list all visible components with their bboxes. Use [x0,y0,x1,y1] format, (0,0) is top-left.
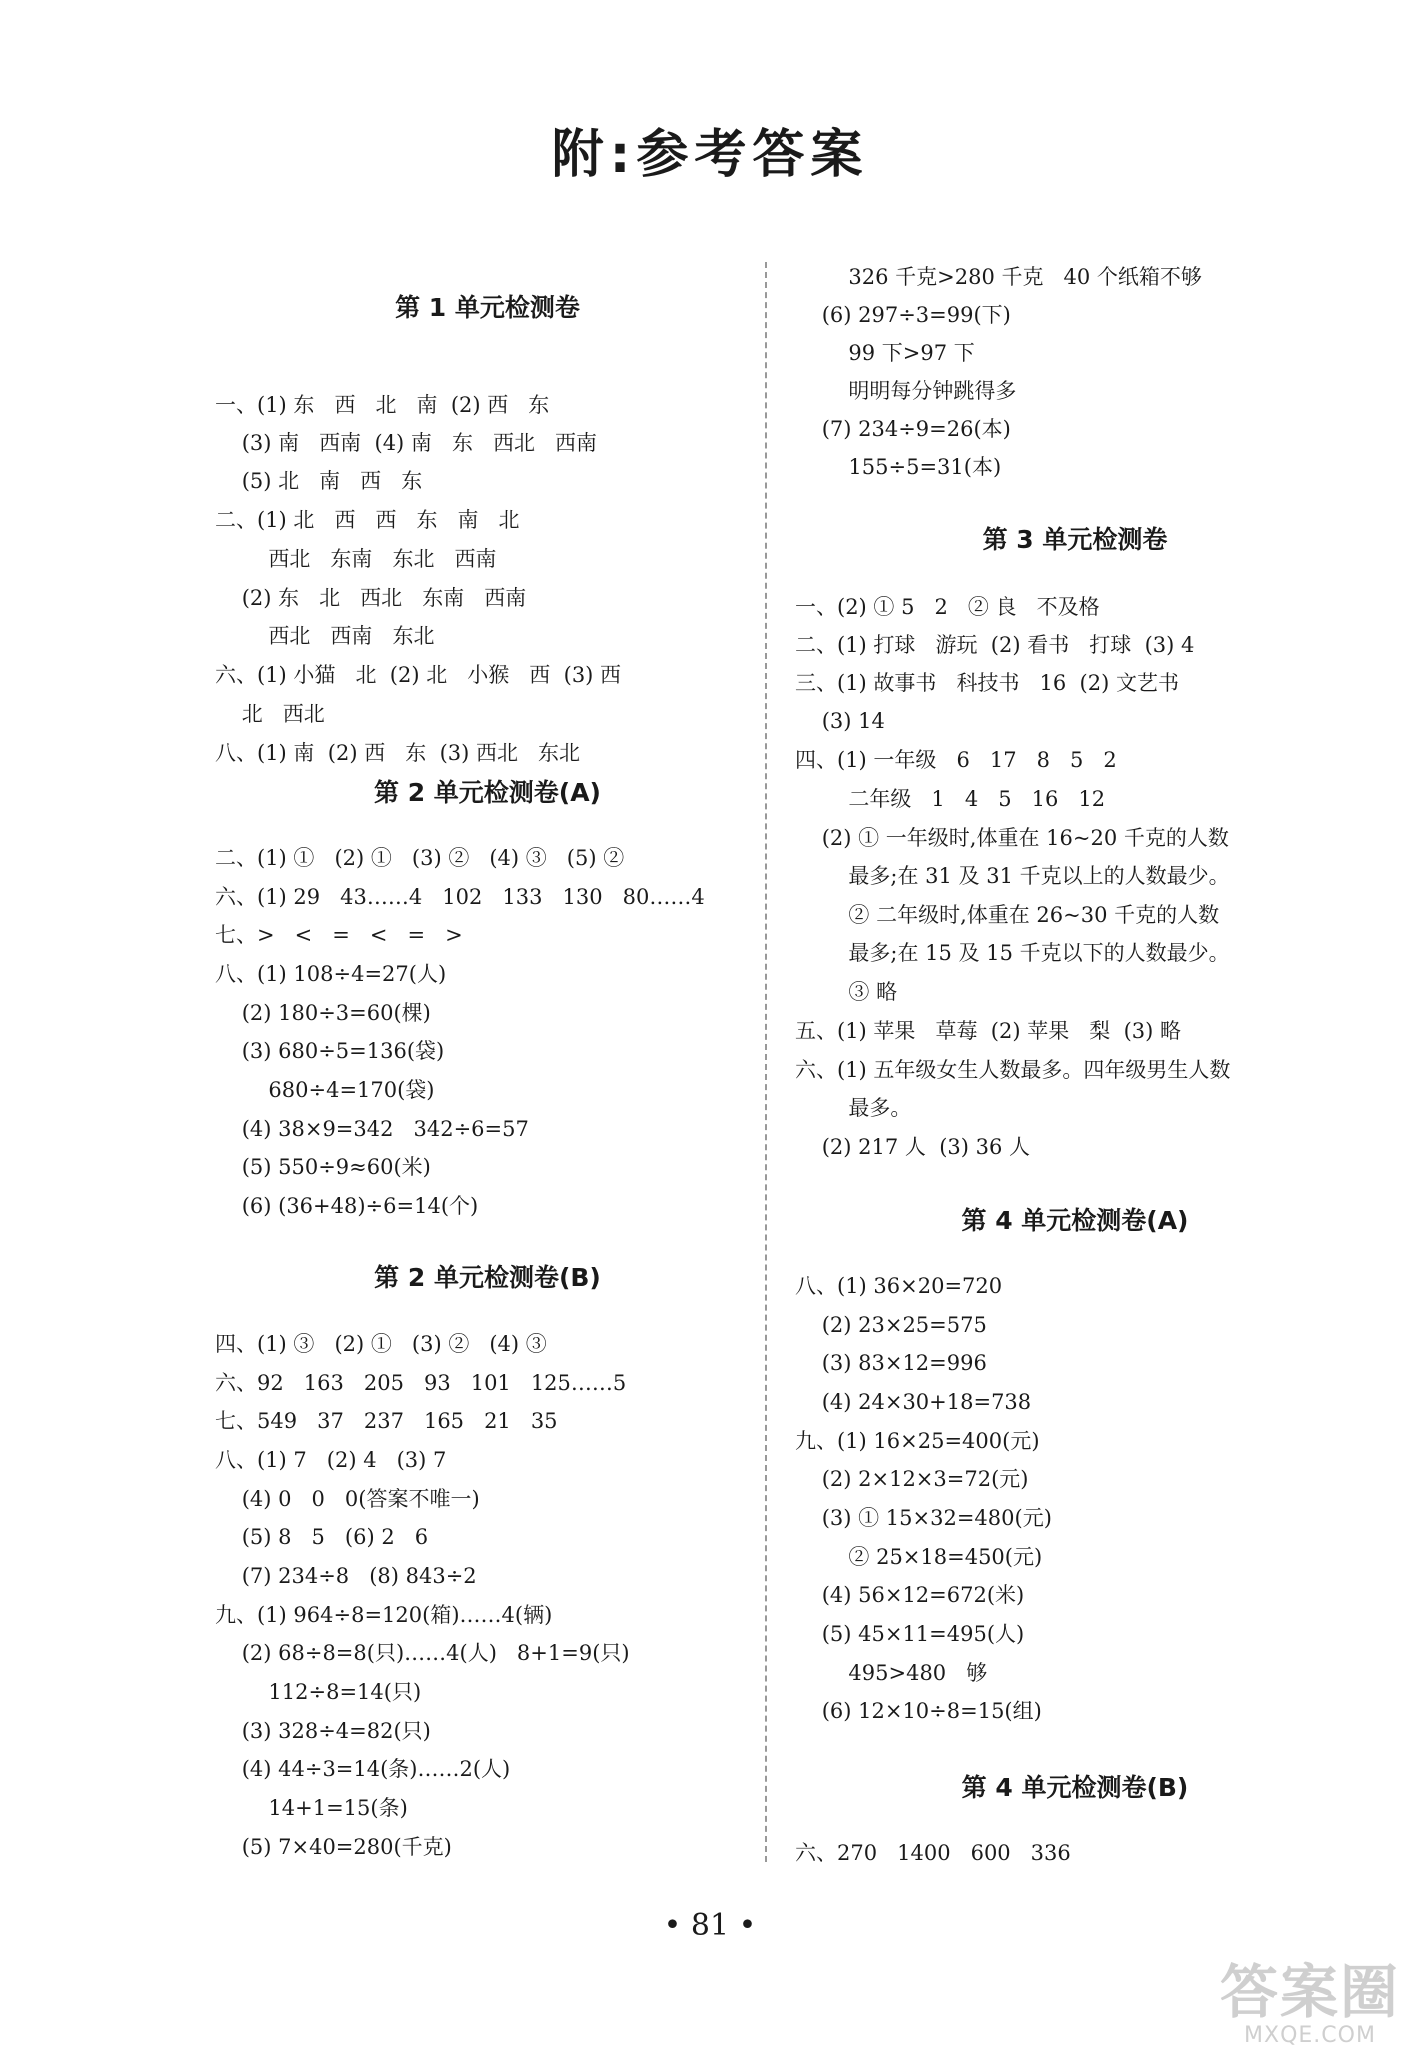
answer-line: 八、(1) 南 (2) 西 东 (3) 西北 东北 [215,741,581,765]
answer-line: 七、> < = < = > [215,923,463,947]
answer-line: 最多;在 31 及 31 千克以上的人数最少。 [795,864,1230,888]
answer-line: (2) 23×25=575 [795,1313,987,1337]
answer-line: 99 下>97 下 [795,341,975,365]
page-title: 附:参考答案 [551,125,869,185]
answer-line: (3) ① 15×32=480(元) [795,1506,1052,1530]
answer-line: 一、(2) ① 5 2 ② 良 不及格 [795,595,1100,619]
answer-line: (6) 297÷3=99(下) [795,303,1011,327]
answer-line: (2) 2×12×3=72(元) [795,1467,1029,1491]
section-heading: 第 2 单元检测卷(B) [374,1263,601,1292]
answer-line: 六、(1) 29 43……4 102 133 130 80……4 [215,885,705,909]
answer-line: 155÷5=31(本) [795,455,1002,479]
answer-line: 西北 东南 东北 西南 [215,547,497,571]
answer-line: (3) 83×12=996 [795,1351,987,1375]
answer-line: (4) 56×12=672(米) [795,1583,1025,1607]
section-heading: 第 4 单元检测卷(B) [961,1773,1189,1802]
answer-line: (4) 44÷3=14(条)……2(人) [215,1757,511,1781]
answer-line: 五、(1) 苹果 草莓 (2) 苹果 梨 (3) 略 [795,1019,1182,1043]
answer-line: (6) (36+48)÷6=14(个) [215,1194,479,1218]
answer-line: 326 千克>280 千克 40 个纸箱不够 [795,265,1202,289]
answer-line: (2) 东 北 西北 东南 西南 [215,586,527,610]
answer-line: (5) 8 5 (6) 2 6 [215,1525,429,1549]
answer-line: 112÷8=14(只) [215,1680,422,1704]
answer-line: (5) 550÷9≈60(米) [215,1155,431,1179]
watermark-logo [1219,1958,1400,2048]
answer-line: 九、(1) 16×25=400(元) [795,1429,1040,1453]
answer-line: (4) 38×9=342 342÷6=57 [215,1117,529,1141]
answer-line: 六、(1) 小猫 北 (2) 北 小猴 西 (3) 西 [215,663,622,687]
answer-line: 二、(1) ① (2) ① (3) ② (4) ③ (5) ② [215,846,625,870]
answer-line: 14+1=15(条) [215,1796,408,1820]
section-heading: 第 1 单元检测卷 [395,293,580,322]
answer-line: 八、(1) 108÷4=27(人) [215,962,447,986]
answer-line: 八、(1) 7 (2) 4 (3) 7 [215,1448,447,1472]
answer-line: 六、(1) 五年级女生人数最多。四年级男生人数 [795,1058,1231,1082]
answer-line: 最多。 [795,1096,912,1120]
answer-line: 最多;在 15 及 15 千克以下的人数最少。 [795,941,1230,965]
answer-line: 680÷4=170(袋) [215,1078,435,1102]
answer-line: (5) 北 南 西 东 [215,469,423,493]
section-heading: 第 4 单元检测卷(A) [961,1206,1189,1235]
watermark-url: MXQE.COM [1244,2023,1376,2048]
answer-line: (2) 68÷8=8(只)……4(人) 8+1=9(只) [215,1641,630,1665]
answer-line: ② 25×18=450(元) [795,1545,1043,1569]
page-number: • 81 • [663,1908,757,1943]
answer-line: (5) 45×11=495(人) [795,1622,1025,1646]
answer-line: (2) 217 人 (3) 36 人 [795,1135,1031,1159]
answer-line: (3) 680÷5=136(袋) [215,1039,445,1063]
answer-line: 四、(1) 一年级 6 17 8 5 2 [795,748,1117,772]
section-heading: 第 3 单元检测卷 [982,525,1168,554]
answer-line: 四、(1) ③ (2) ① (3) ② (4) ③ [215,1332,547,1356]
answer-line: (3) 328÷4=82(只) [215,1719,431,1743]
answer-line: (2) ① 一年级时,体重在 16~20 千克的人数 [795,826,1229,850]
answer-line: (3) 南 西南 (4) 南 东 西北 西南 [215,431,597,455]
answer-line: 二年级 1 4 5 16 12 [795,787,1106,811]
column-divider [765,262,767,1862]
answer-line: (2) 180÷3=60(棵) [215,1001,431,1025]
watermark-text: 答案圈 [1219,1958,1400,2026]
answer-line: ③ 略 [795,980,898,1004]
answer-line: (7) 234÷9=26(本) [795,417,1011,441]
section-heading: 第 2 单元检测卷(A) [373,778,601,807]
answer-line: (4) 24×30+18=738 [795,1390,1032,1414]
answer-line: 二、(1) 北 西 西 东 南 北 [215,508,520,532]
answer-line: 西北 西南 东北 [215,624,435,648]
answer-line: ② 二年级时,体重在 26~30 千克的人数 [795,903,1220,927]
answer-line: (7) 234÷8 (8) 843÷2 [215,1564,477,1588]
answer-line: 七、549 37 237 165 21 35 [215,1409,558,1433]
answer-line: 一、(1) 东 西 北 南 (2) 西 东 [215,393,550,417]
answer-line: 二、(1) 打球 游玩 (2) 看书 打球 (3) 4 [795,633,1195,657]
answer-line: 六、270 1400 600 336 [795,1841,1071,1865]
answer-line: 495>480 够 [795,1661,988,1685]
answer-line: 六、92 163 205 93 101 125……5 [215,1371,627,1395]
answer-line: (5) 7×40=280(千克) [215,1835,452,1859]
answer-line: 八、(1) 36×20=720 [795,1274,1003,1298]
answer-line: (6) 12×10÷8=15(组) [795,1699,1042,1723]
answer-line: 三、(1) 故事书 科技书 16 (2) 文艺书 [795,671,1179,695]
answer-line: 北 西北 [215,702,325,726]
answer-line: 明明每分钟跳得多 [795,379,1017,403]
answer-line: 九、(1) 964÷8=120(箱)……4(辆) [215,1603,553,1627]
answer-line: (4) 0 0 0(答案不唯一) [215,1487,480,1511]
answer-line: (3) 14 [795,709,885,733]
